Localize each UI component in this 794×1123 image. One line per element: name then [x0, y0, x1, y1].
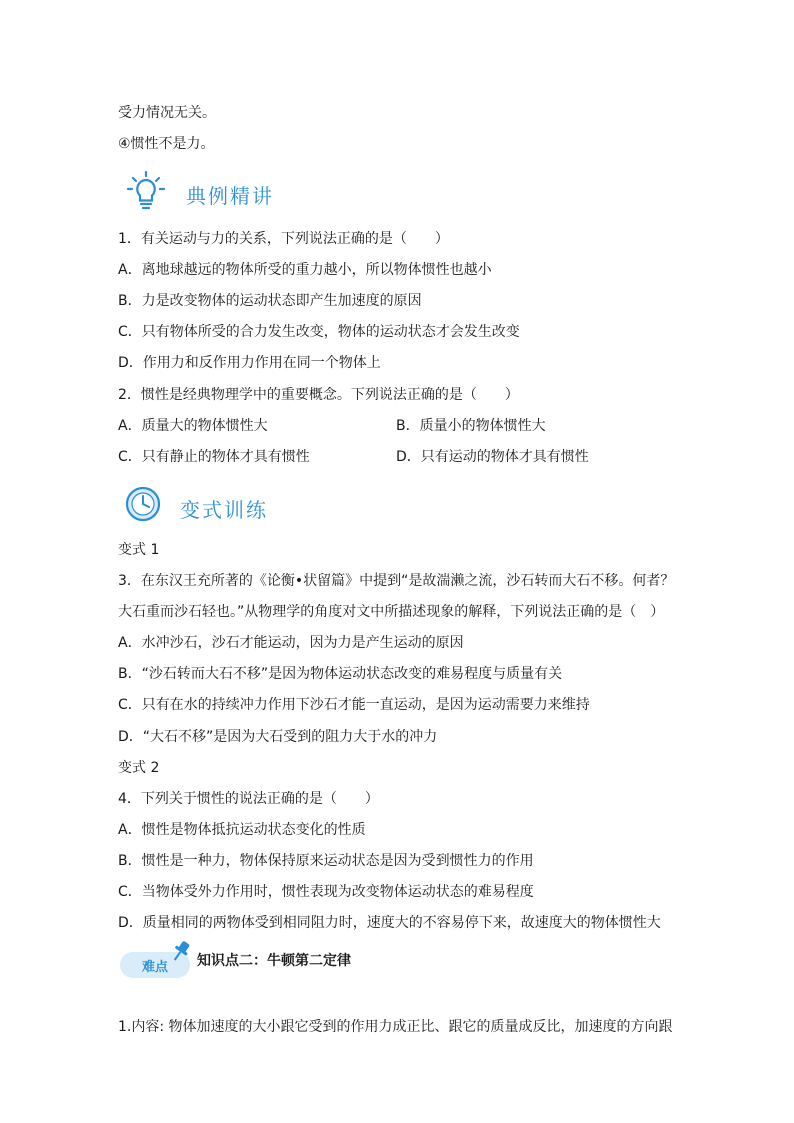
q3-option-a: A．水冲沙石，沙石才能运动，因为力是产生运动的原因	[118, 635, 464, 651]
q1-option-b: B．力是改变物体的运动状态即产生加速度的原因	[118, 293, 422, 309]
q4-option-b: B．惯性是一种力，物体保持原来运动状态是因为受到惯性力的作用	[118, 853, 534, 869]
clock-icon	[124, 485, 162, 523]
intro-line-1: 受力情况无关。	[118, 105, 216, 121]
q3-stem-line-1: 3．在东汉王充所著的《论衡•状留篇》中提到“是故湍濑之流，沙石转而大石不移。何者？	[118, 573, 675, 589]
content-line-1: 1.内容: 物体加速度的大小跟它受到的作用力成正比、跟它的质量成反比，加速度的方向跟	[118, 1019, 673, 1035]
knowledge-point-title: 知识点二：牛顿第二定律	[197, 953, 351, 969]
q1-stem: 1．有关运动与力的关系，下列说法正确的是（ ）	[118, 231, 449, 247]
section-title-examples: 典例精讲	[186, 184, 274, 208]
q4-option-d: D．质量相同的两物体受到相同阻力时，速度大的不容易停下来，故速度大的物体惯性大	[118, 915, 661, 931]
q2-option-d: D．只有运动的物体才具有惯性	[396, 449, 589, 465]
q1-option-d: D．作用力和反作用力作用在同一个物体上	[118, 355, 381, 371]
q1-option-a: A．离地球越远的物体所受的重力越小，所以物体惯性也越小	[118, 262, 492, 278]
q4-option-c: C．当物体受外力作用时，惯性表现为改变物体运动状态的难易程度	[118, 884, 534, 900]
q2-stem: 2．惯性是经典物理学中的重要概念。下列说法正确的是（ ）	[118, 387, 519, 403]
q3-option-c: C．只有在水的持续冲力作用下沙石才能一直运动，是因为运动需要力来维持	[118, 697, 590, 713]
variant-2-label: 变式 2	[118, 760, 160, 776]
q3-option-b: B．“沙石转而大石不移”是因为物体运动状态改变的难易程度与质量有关	[118, 666, 563, 682]
q4-option-a: A．惯性是物体抵抗运动状态变化的性质	[118, 822, 366, 838]
q1-option-c: C．只有物体所受的合力发生改变，物体的运动状态才会发生改变	[118, 324, 520, 340]
q3-option-d: D．“大石不移”是因为大石受到的阻力大于水的冲力	[118, 729, 438, 745]
difficulty-badge-label: 难点	[142, 960, 169, 975]
q2-option-b: B．质量小的物体惯性大	[396, 418, 546, 434]
q2-option-c: C．只有静止的物体才具有惯性	[118, 449, 310, 465]
variant-1-label: 变式 1	[118, 542, 160, 558]
q2-option-a: A．质量大的物体惯性大	[118, 418, 268, 434]
q3-stem-line-2: 大石重而沙石轻也。”从物理学的角度对文中所描述现象的解释，下列说法正确的是（ ）	[118, 604, 665, 620]
lightbulb-icon	[124, 170, 168, 214]
q4-stem: 4．下列关于惯性的说法正确的是（ ）	[118, 791, 379, 807]
intro-line-2: ④惯性不是力。	[118, 136, 215, 152]
pushpin-icon	[168, 938, 194, 964]
section-title-variants: 变式训练	[180, 498, 268, 522]
